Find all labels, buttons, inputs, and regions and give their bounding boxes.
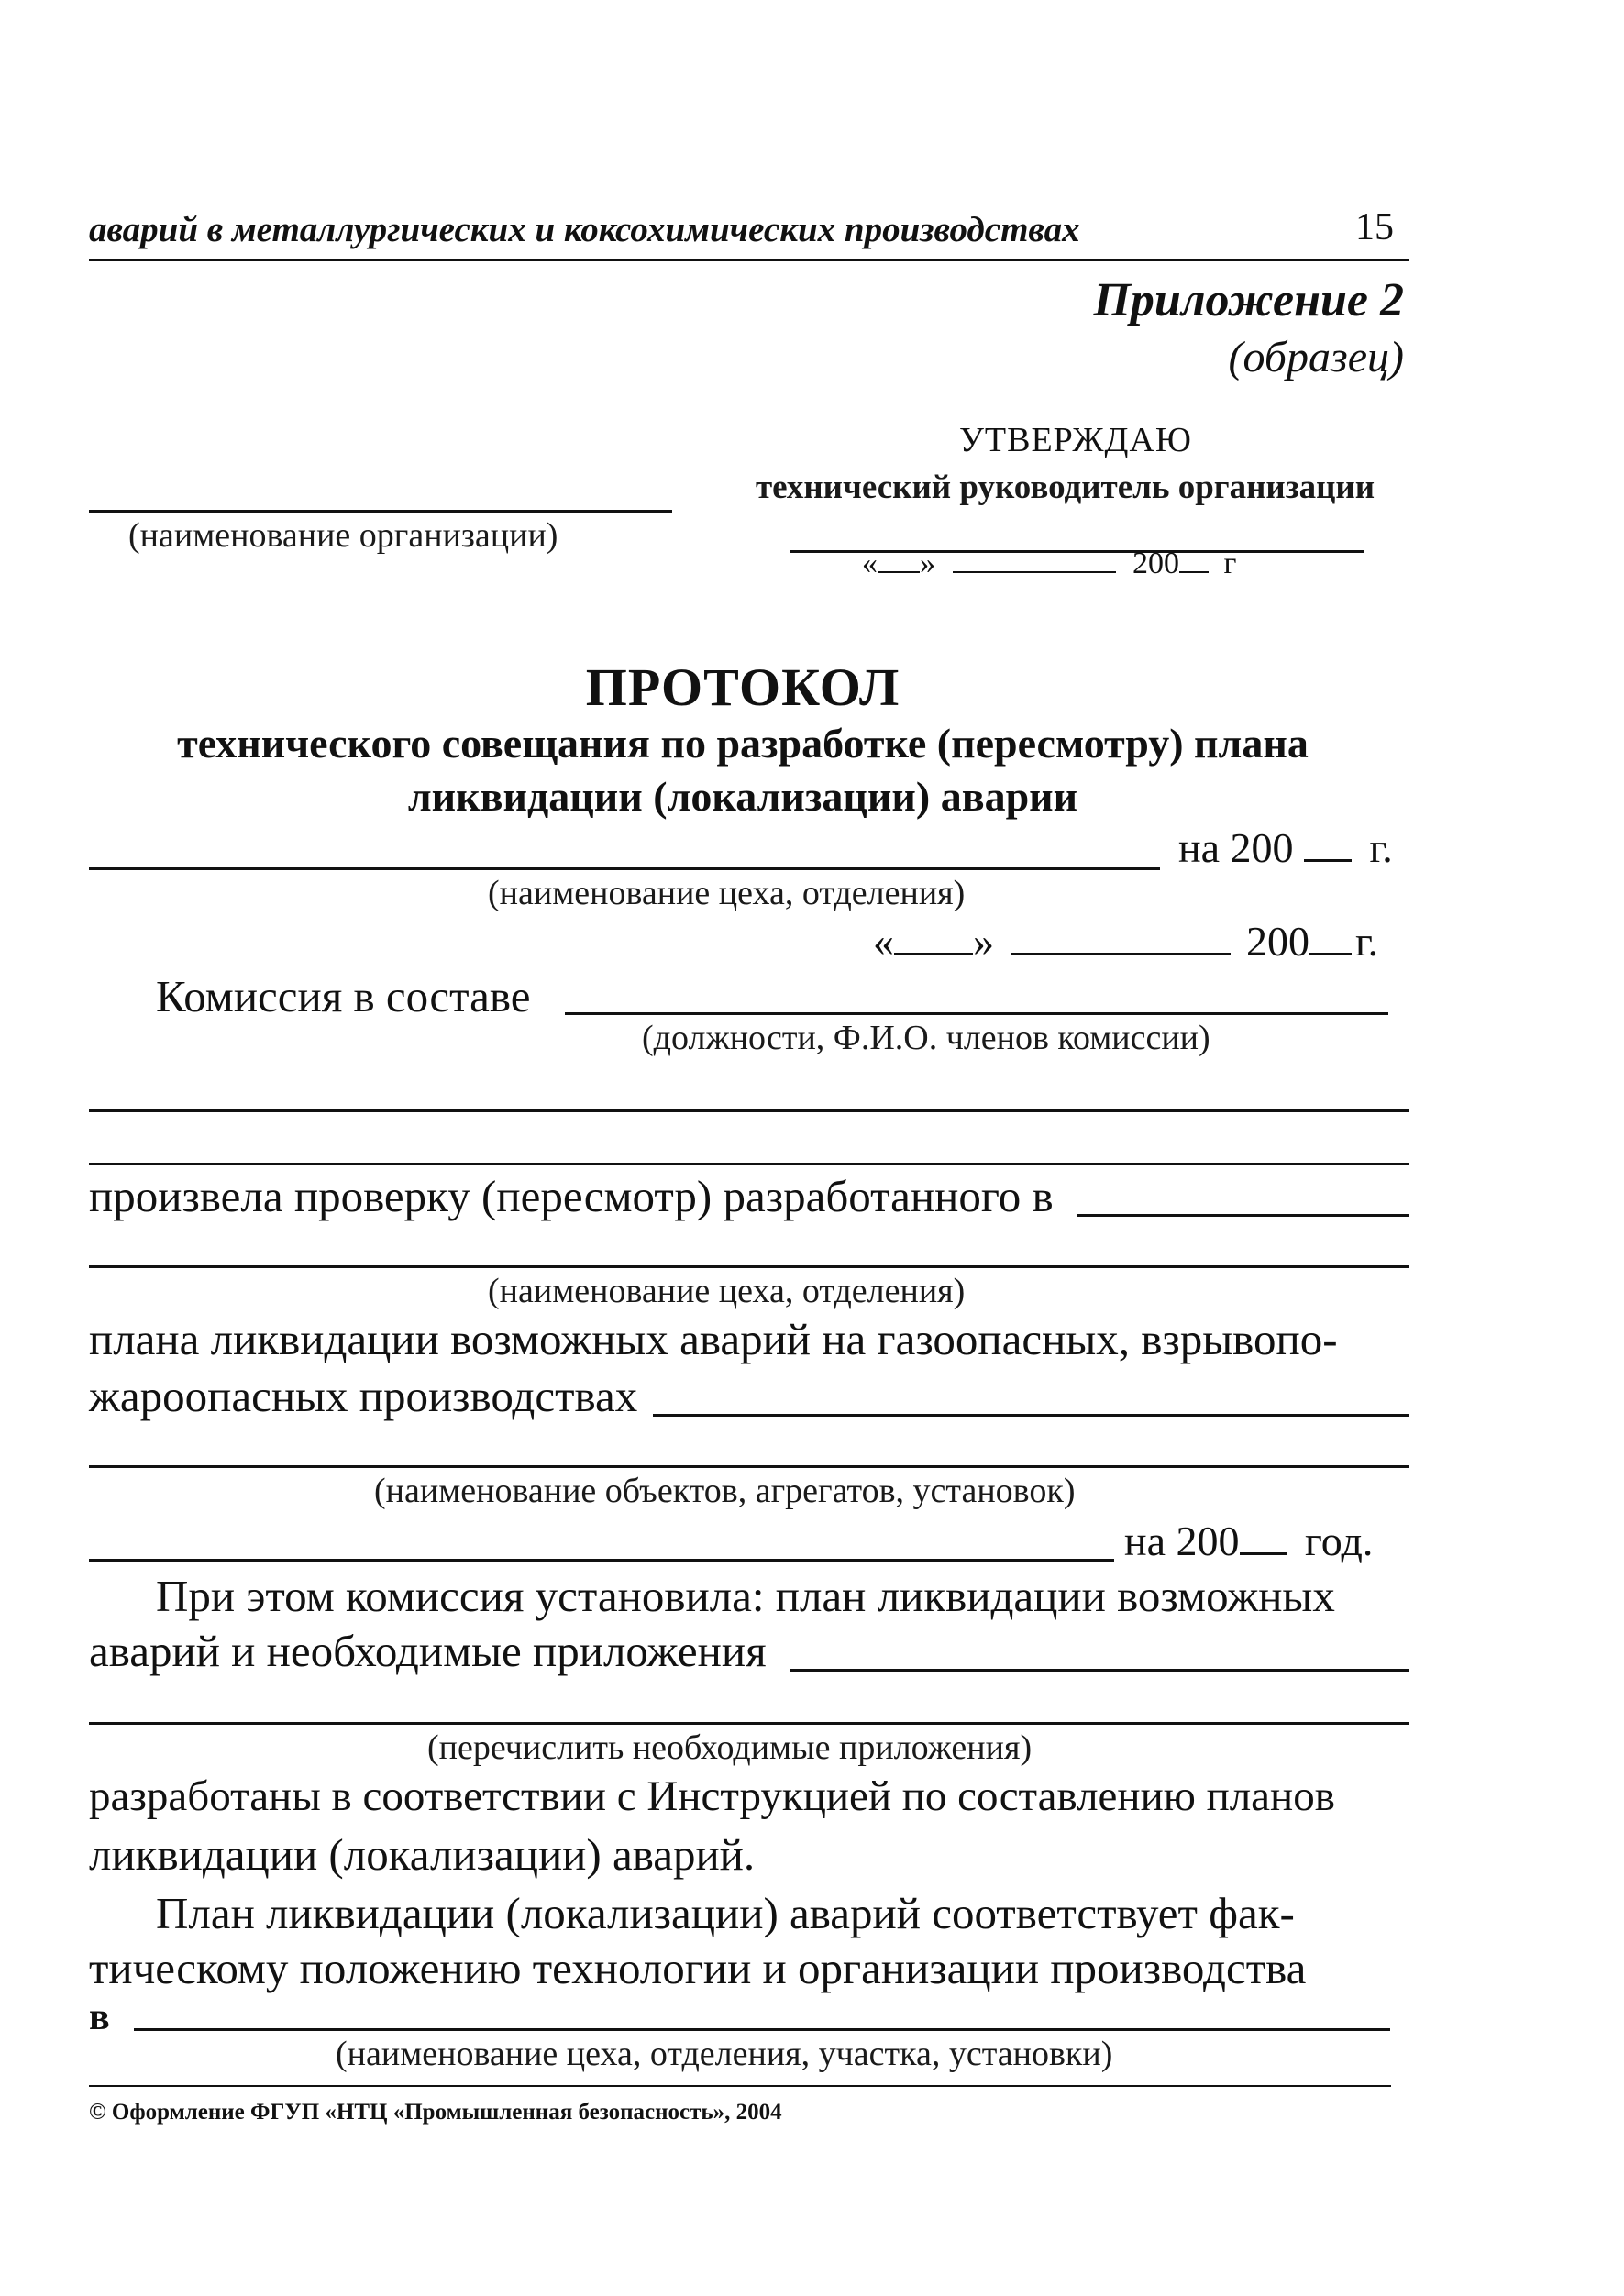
protocol-date-month-blank — [1011, 953, 1231, 955]
appendix-title: Приложение 2 — [1093, 274, 1404, 326]
date-open-quote: « — [862, 546, 878, 580]
shop-caption-1: (наименование цеха, отделения) — [488, 874, 966, 912]
organization-caption: (наименование организации) — [128, 516, 558, 555]
footer-copyright: © Оформление ФГУП «НТЦ «Промышленная безопасность», 2004 — [89, 2100, 782, 2125]
appendices-line-1 — [790, 1669, 1409, 1672]
year-line — [89, 1559, 1114, 1562]
date-year: 200 — [1132, 546, 1179, 580]
approver-role: технический руководитель организации — [756, 469, 1375, 506]
date-year-blank — [1179, 571, 1209, 573]
shop-line-1 — [89, 867, 1160, 870]
commission-extra-line-1 — [89, 1109, 1409, 1112]
shop-line-2 — [89, 1265, 1409, 1268]
date-year-suffix: г — [1223, 546, 1237, 580]
date-day-blank — [878, 571, 920, 573]
plan-line-blank — [653, 1414, 1409, 1417]
conforms-line-2: тическому положению технологии и организации производства — [89, 1943, 1307, 1993]
protocol-date — [873, 917, 1378, 966]
protocol-title: ПРОТОКОЛ — [585, 657, 900, 717]
conforms-line-1: План ликвидации (локализации) аварий соответствует фак- — [156, 1888, 1295, 1938]
protocol-date-close-quote: » — [973, 918, 994, 965]
approval-date — [862, 546, 1236, 581]
protocol-subtitle-line1: технического совещания по разработке (пересмотру) плана — [177, 720, 1309, 767]
for-year — [1178, 823, 1393, 872]
date-month-blank — [953, 571, 1116, 573]
developed-line-2: ликвидации (локализации) аварий. — [89, 1829, 756, 1880]
approve-word: УТВЕРЖДАЮ — [959, 421, 1192, 459]
unit-caption: (наименование цеха, отделения, участка, установки) — [336, 2035, 1113, 2073]
protocol-date-year-blank — [1309, 953, 1352, 955]
commission-caption: (должности, Ф.И.О. членов комиссии) — [642, 1019, 1210, 1057]
for-year-suffix: г. — [1369, 824, 1393, 871]
appendices-line-2 — [89, 1722, 1409, 1725]
in-prefix: в — [89, 1996, 110, 2038]
for-year-prefix: на 200 — [1178, 824, 1294, 871]
year-text — [1124, 1517, 1373, 1565]
shop-caption-2: (наименование цеха, отделения) — [488, 1272, 966, 1310]
for-year-blank — [1304, 859, 1352, 862]
developed-line-1: разработаны в соответствии с Инструкцией по составлению планов — [89, 1772, 1335, 1820]
year-blank — [1240, 1552, 1287, 1555]
plan-line-2: жароопасных производствах — [89, 1371, 638, 1421]
running-title: аварий в металлургических и коксохимических производствах — [89, 210, 1080, 249]
check-text: произвела проверку (пересмотр) разработанного в — [89, 1171, 1054, 1221]
footer-rule — [89, 2085, 1391, 2087]
established-line-1: При этом комиссия установила: план ликвидации возможных — [156, 1571, 1335, 1621]
established-line-2: аварий и необходимые приложения — [89, 1626, 767, 1676]
commission-line — [565, 1012, 1388, 1015]
commission-extra-line-2 — [89, 1163, 1409, 1165]
year-prefix: на 200 — [1124, 1518, 1240, 1564]
protocol-date-open-quote: « — [873, 918, 894, 965]
organization-line — [89, 510, 672, 513]
plan-line-1: плана ликвидации возможных аварий на газоопасных, взрывопо- — [89, 1314, 1338, 1364]
commission-label: Комиссия в составе — [156, 971, 531, 1021]
protocol-subtitle-line2: ликвидации (локализации) аварии — [407, 773, 1078, 820]
appendices-caption: (перечислить необходимые приложения) — [427, 1728, 1033, 1767]
check-line — [1077, 1214, 1409, 1217]
objects-caption: (наименование объектов, агрегатов, установок) — [374, 1472, 1076, 1510]
page-number: 15 — [1355, 206, 1394, 248]
objects-line — [89, 1465, 1409, 1468]
appendix-subtitle: (образец) — [1228, 333, 1404, 381]
year-suffix: год. — [1305, 1518, 1374, 1564]
protocol-date-year: 200 — [1246, 918, 1309, 965]
protocol-date-day-blank — [894, 953, 973, 955]
header-rule — [89, 259, 1409, 261]
protocol-date-year-suffix: г. — [1355, 918, 1379, 965]
date-close-quote: » — [920, 546, 935, 580]
unit-line — [134, 2028, 1390, 2031]
